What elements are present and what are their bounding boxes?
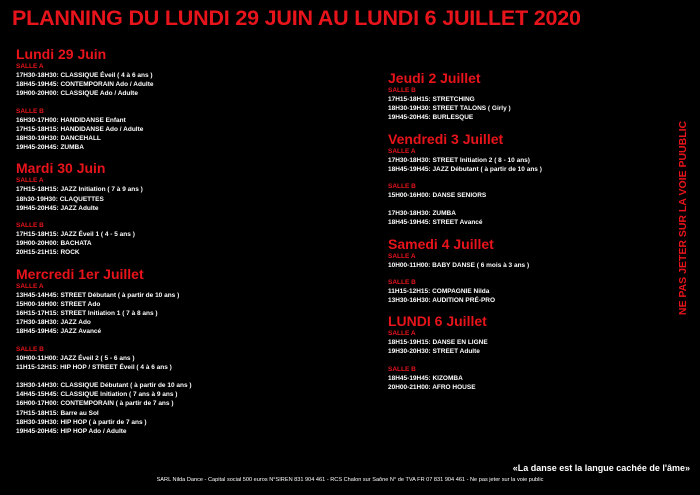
class-slot: 17H15-18H15: JAZZ Initiation ( 7 à 9 ans ) (16, 186, 143, 194)
class-slot: 16H00-17H00: CONTEMPORAIN ( à partir de 7 ans ) (16, 400, 174, 408)
class-slot: 20H15-21H15: ROCK (16, 249, 80, 257)
schedule-left-column (16, 46, 346, 436)
day-heading: Vendredi 3 Juillet (388, 130, 504, 147)
class-slot: 18H30-19H30: HIP HOP ( à partir de 7 ans ) (16, 418, 147, 426)
salle-label: SALLE A (16, 63, 44, 70)
page-title: PLANNING DU LUNDI 29 JUIN AU LUNDI 6 JUILLET 2020 (12, 6, 581, 30)
class-slot: 18H45-19H45: CONTEMPORAIN Ado / Adulte (16, 81, 154, 89)
salle-label: SALLE A (388, 252, 416, 260)
salle-label: SALLE B (388, 87, 416, 94)
footer-legal: SARL Nilda Dance - Capital social 500 euros N°SIREN 831 904 461 - RCS Chalon sur Saône N° de TVA FR 07 831 904 461 - Ne pas jeter sur la voie public (156, 477, 544, 483)
class-slot: 13H30-14H30: CLASSIQUE Débutant ( à partir de 10 ans ) (16, 382, 192, 390)
class-slot: 18H45-19H45: KIZOMBA (388, 374, 463, 382)
class-slot: 16H30-17H00: HANDIDANSE Enfant (16, 116, 126, 124)
class-slot: 18H30-19H30: STREET TALONS ( Girly ) (388, 105, 511, 113)
salle-label: SALLE A (16, 282, 44, 290)
vertical-notice: NE PAS JETER SUR LA VOIE PUUBLIC (677, 120, 689, 316)
salle-label: SALLE A (16, 177, 44, 185)
class-slot: 18H45-19H45: JAZZ Débutant ( à partir de 10 ans ) (388, 165, 542, 173)
class-slot: 18H45-19H45: JAZZ Avancé (16, 328, 102, 336)
schedule-right-column (388, 70, 658, 392)
class-slot: 20H00-21H00: AFRO HOUSE (388, 383, 476, 391)
class-slot: 10H00-11H00: JAZZ Éveil 2 ( 5 - 6 ans ) (16, 354, 135, 362)
class-slot: 18h30-19H30: CLAQUETTES (16, 195, 104, 203)
class-slot: 18H45-19H45: STREET Avancé (388, 219, 483, 227)
salle-label: SALLE A (388, 330, 416, 338)
day-heading: Mardi 30 Juin (16, 160, 106, 177)
class-slot: 10H00-11H00: BABY DANSE ( 6 mois à 3 ans ) (388, 261, 530, 269)
class-slot: 19H45-20H45: ZUMBA (16, 144, 84, 152)
class-slot: 17H15-18H15: HANDIDANSE Ado / Adulte (16, 125, 144, 133)
class-slot: 15H00-16H00: STREET Ado (16, 300, 101, 308)
salle-label: SALLE B (16, 345, 44, 353)
class-slot: 17H15-18H15: JAZZ Éveil 1 ( 4 - 5 ans ) (16, 231, 135, 239)
class-slot: 15H00-16H00: DANSE SENIORS (388, 192, 487, 200)
day-heading: Mercredi 1er Juillet (16, 265, 144, 282)
salle-label: SALLE B (16, 107, 44, 115)
quote: «La danse est la langue cachée de l'âme» (512, 463, 690, 473)
class-slot: 19H45-20H45: HIP HOP Ado / Adulte (16, 428, 127, 436)
class-slot: 19H00-20H00: CLASSIQUE Ado / Adulte (16, 90, 138, 98)
class-slot: 17H30-18H30: STREET Initiation 2 ( 8 - 10 ans) (388, 156, 530, 164)
class-slot: 17H15-18H15: Barre au Sol (16, 409, 99, 417)
class-slot: 17H15-18H15: STRETCHING (388, 96, 475, 103)
salle-label: SALLE B (388, 278, 416, 286)
class-slot: 19H00-20H00: BACHATA (16, 240, 92, 248)
class-slot: 13H45-14H45: STREET Débutant ( à partir de 10 ans ) (16, 291, 180, 299)
class-slot: 18H15-19H15: DANSE EN LIGNE (388, 339, 488, 347)
day-heading: Lundi 29 Juin (16, 46, 107, 62)
class-slot: 19H45-20H45: JAZZ Adulte (16, 204, 99, 212)
class-slot: 11H15-12H15: HIP HOP / STREET Éveil ( 4 à 6 ans ) (16, 363, 172, 371)
class-slot: 19H30-20H30: STREET Adulte (388, 348, 480, 356)
class-slot: 19H45-20H45: BURLESQUE (388, 114, 474, 122)
class-slot: 18H30-19H30: DANCEHALL (16, 135, 101, 143)
class-slot: 17H30-18H30: CLASSIQUE Éveil ( 4 à 6 ans ) (16, 72, 153, 79)
class-slot: 17H30-18H30: ZUMBA (388, 210, 456, 218)
class-slot: 16H15-17H15: STREET Initiation 1 ( 7 à 8 ans ) (16, 310, 158, 318)
class-slot: 14H45-15H45: CLASSIQUE Initiation ( 7 ans à 9 ans ) (16, 391, 178, 399)
salle-label: SALLE B (388, 183, 416, 191)
class-slot: 13H30-16H30: AUDITION PRÉ-PRO (388, 297, 496, 305)
salle-label: SALLE B (388, 365, 416, 373)
salle-label: SALLE B (16, 222, 44, 230)
day-heading: LUNDI 6 Juillet (388, 313, 487, 330)
day-heading: Jeudi 2 Juillet (388, 70, 481, 86)
class-slot: 11H15-12H15: COMPAGNIE Nilda (388, 287, 490, 295)
day-heading: Samedi 4 Juillet (388, 235, 494, 252)
salle-label: SALLE A (388, 147, 416, 155)
class-slot: 17H30-18H30: JAZZ Ado (16, 319, 91, 327)
